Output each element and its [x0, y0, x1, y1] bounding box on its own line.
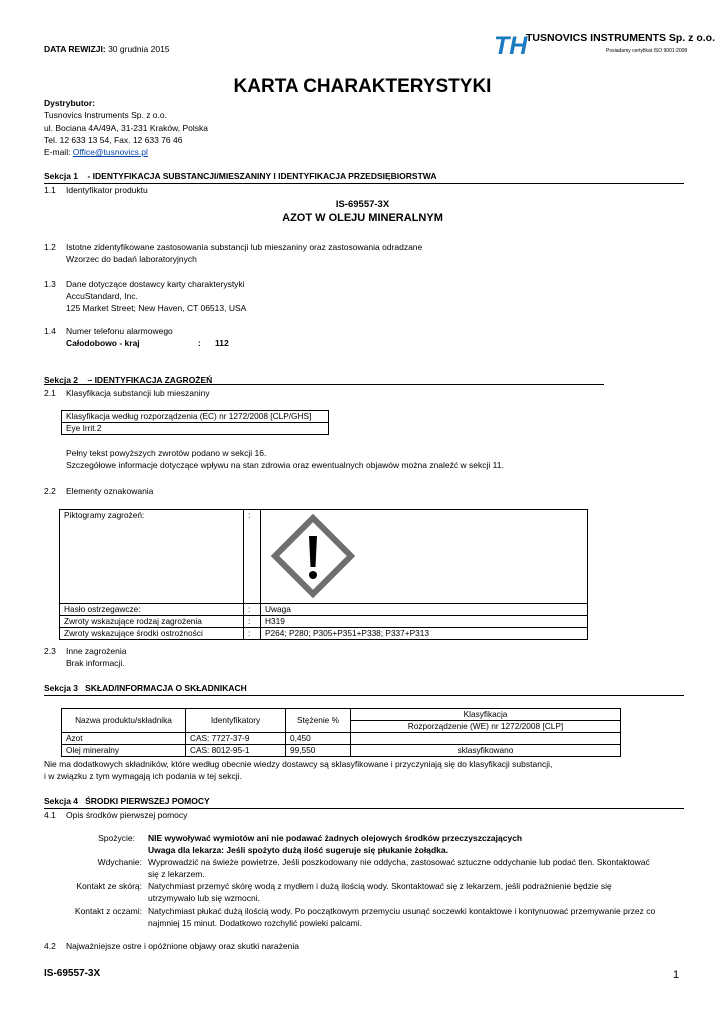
- svg-text:TH: TH: [494, 32, 528, 58]
- section1-rule: [44, 183, 684, 184]
- hazard-statements: H319: [261, 616, 588, 628]
- classification-table: [61, 410, 329, 435]
- inhalation-line1: Wyprowadzić na świeże powietrze. Jeśli poszkodowany nie oddycha, zastosować sztuczne oddychanie lub podać tlen. Skontaktować: [148, 857, 650, 867]
- page-number: 1: [673, 969, 680, 981]
- revision-date: DATA REWIZJI: 30 grudnia 2015: [44, 44, 170, 54]
- distributor-label: Dystrybutor:: [44, 98, 96, 108]
- eye-key: Kontakt z oczami:: [74, 906, 142, 916]
- s23-num: 2.3: [44, 646, 56, 656]
- product-code: IS-69557-3X: [335, 199, 390, 210]
- distributor-name: Tusnovics Instruments Sp. z o.o.: [44, 110, 167, 120]
- pictogram-cell: [261, 510, 588, 604]
- section3-heading: Sekcja 3 SKŁAD/INFORMACJA O SKŁADNIKACH: [44, 683, 247, 693]
- classification-header: Klasyfikacja według rozporządzenia (EC) nr 1272/2008 [CLP/GHS]: [62, 411, 329, 423]
- section3-rule: [44, 695, 684, 696]
- pictogram-key: Piktogramy zagrożeń:: [60, 510, 244, 604]
- s14-value: 112: [215, 338, 229, 348]
- classification-value: Eye Irrit.2: [62, 423, 329, 435]
- s42-label: Najważniejsze ostre i opóźnione objawy oraz skutki narażenia: [66, 941, 299, 951]
- section1-heading: Sekcja 1 - IDENTYFIKACJA SUBSTANCJI/MIESZANINY I IDENTYFIKACJA PRZEDSIĘBIORSTWA: [44, 171, 437, 181]
- s3-note2: i w związku z tym wymagają ich podania w tej sekcji.: [44, 771, 242, 781]
- label-elements-table: [59, 509, 588, 640]
- pictogram-row: [60, 510, 588, 604]
- s23-value: Brak informacji.: [66, 658, 125, 668]
- inhalation-key: Wdychanie:: [97, 857, 142, 867]
- s11-label: Identyfikator produktu: [66, 185, 148, 195]
- exclamation-mark-diamond-icon: [267, 512, 359, 600]
- hazard-statements-row: Zwroty wskazujące rodzaj zagrożenia : H319: [60, 616, 588, 628]
- s12-value: Wzorzec do badań laboratoryjnych: [66, 254, 197, 264]
- s21-note2: Szczegółowe informacje dotyczące wpływu na stan zdrowia oraz ewentualnych objawów można znaleźć w sekcji 11.: [66, 460, 504, 470]
- s42-num: 4.2: [44, 941, 56, 951]
- s13-num: 1.3: [44, 279, 56, 289]
- composition-header-row: Nazwa produktu/składnika Identyfikatory Stężenie % Klasyfikacja: [62, 709, 621, 721]
- section2-rule: [44, 384, 604, 385]
- ingestion-key: Spożycie:: [98, 833, 135, 843]
- product-name: AZOT W OLEJU MINERALNYM: [282, 212, 443, 224]
- s21-label: Klasyfikacja substancji lub mieszaniny: [66, 388, 210, 398]
- s41-label: Opis środków pierwszej pomocy: [66, 810, 188, 820]
- page-title: KARTA CHARAKTERYSTYKI: [233, 76, 492, 97]
- precautionary-statements-row: Zwroty wskazujące środki ostrożności : P264; P280; P305+P351+P338; P337+P313: [60, 628, 588, 640]
- table-row: Azot CAS: 7727-37-9 0,450: [62, 733, 621, 745]
- ingestion-line1: NIE wywoływać wymiotów ani nie podawać żadnych olejowych środków przeczyszczających: [148, 833, 523, 843]
- footer-code: IS-69557-3X: [44, 968, 101, 979]
- composition-table: Nazwa produktu/składnika Identyfikatory Stężenie % Klasyfikacja Rozporządzenie (WE) nr 1272/2008 [CLP] Azot CAS: 7727-37-9 0,450 Olej mineralny CAS: 8012-95-1 99,550 sklasyfikowano: [61, 708, 621, 757]
- company-name: TUSNOVICS INSTRUMENTS Sp. z o.o.: [526, 32, 716, 44]
- s22-num: 2.2: [44, 486, 56, 496]
- s14-key: Całodobowo - kraj: [66, 338, 140, 348]
- s12-num: 1.2: [44, 242, 56, 252]
- pictogram-sep: :: [244, 510, 261, 604]
- s13-address: 125 Market Street; New Haven, CT 06513, USA: [66, 303, 247, 313]
- distributor-address: ul. Bociana 4A/49A, 31-231 Kraków, Polska: [44, 123, 208, 133]
- signal-word-row: Hasło ostrzegawcze: : Uwaga: [60, 604, 588, 616]
- eye-line1: Natychmiast płukać dużą ilością wody. Po początkowym przemyciu usunąć soczewki kontaktowe i kontynuować przemywanie przez co: [148, 906, 656, 916]
- table-row: Olej mineralny CAS: 8012-95-1 99,550 sklasyfikowano: [62, 745, 621, 757]
- company-logo: [494, 32, 528, 60]
- s41-num: 4.1: [44, 810, 56, 820]
- section4-rule: [44, 808, 684, 809]
- precautionary-statements: P264; P280; P305+P351+P338; P337+P313: [261, 628, 588, 640]
- th-logo-icon: [494, 32, 528, 58]
- eye-line2: najmniej 15 minut. Dodatkowo rozchylić powieki palcami.: [148, 918, 363, 928]
- distributor-phone: Tel. 12 633 13 54, Fax. 12 633 76 46: [44, 135, 183, 145]
- skin-line2: utrzymywało lub się wzmocni.: [148, 893, 260, 903]
- skin-line1: Natychmiast przemyć skórę wodą z mydłem i dużą ilością wody. Skontaktować się z lekarzem, jeśli podrażnienie będzie się: [148, 881, 612, 891]
- s23-label: Inne zagrożenia: [66, 646, 127, 656]
- section2-heading: Sekcja 2 – IDENTYFIKACJA ZAGROŻEŃ: [44, 375, 213, 385]
- s14-label: Numer telefonu alarmowego: [66, 326, 173, 336]
- s12-label: Istotne zidentyfikowane zastosowania substancji lub mieszaniny oraz zastosowania odradzane: [66, 242, 423, 252]
- s11-num: 1.1: [44, 185, 56, 195]
- s21-num: 2.1: [44, 388, 56, 398]
- s22-label: Elementy oznakowania: [66, 486, 154, 496]
- s14-sep: :: [198, 338, 201, 348]
- company-certificate: Posiadamy certyfikat ISO 9001:2008: [606, 48, 688, 54]
- section4-heading: Sekcja 4 ŚRODKI PIERWSZEJ POMOCY: [44, 796, 210, 806]
- signal-word: Uwaga: [261, 604, 588, 616]
- inhalation-line2: się z lekarzem.: [148, 869, 205, 879]
- s14-num: 1.4: [44, 326, 56, 336]
- s13-label: Dane dotyczące dostawcy karty charakterystyki: [66, 279, 245, 289]
- s21-note1: Pełny tekst powyższych zwrotów podano w sekcji 16.: [66, 448, 267, 458]
- ingestion-line2: Uwaga dla lekarza: Jeśli spożyto dużą ilość sugeruje się płukanie żołądka.: [148, 845, 448, 855]
- email-link[interactable]: Office@tusnovics.pl: [72, 147, 148, 157]
- distributor-email: E-mail: Office@tusnovics.pl: [44, 147, 148, 157]
- s13-supplier: AccuStandard, Inc.: [66, 291, 138, 301]
- s3-note1: Nie ma dodatkowych składników, które według obecnie wiedzy dostawcy są sklasyfikowane i przyczyniają się do klasyfikacji substancji,: [44, 759, 553, 769]
- skin-key: Kontakt ze skórą:: [76, 881, 142, 891]
